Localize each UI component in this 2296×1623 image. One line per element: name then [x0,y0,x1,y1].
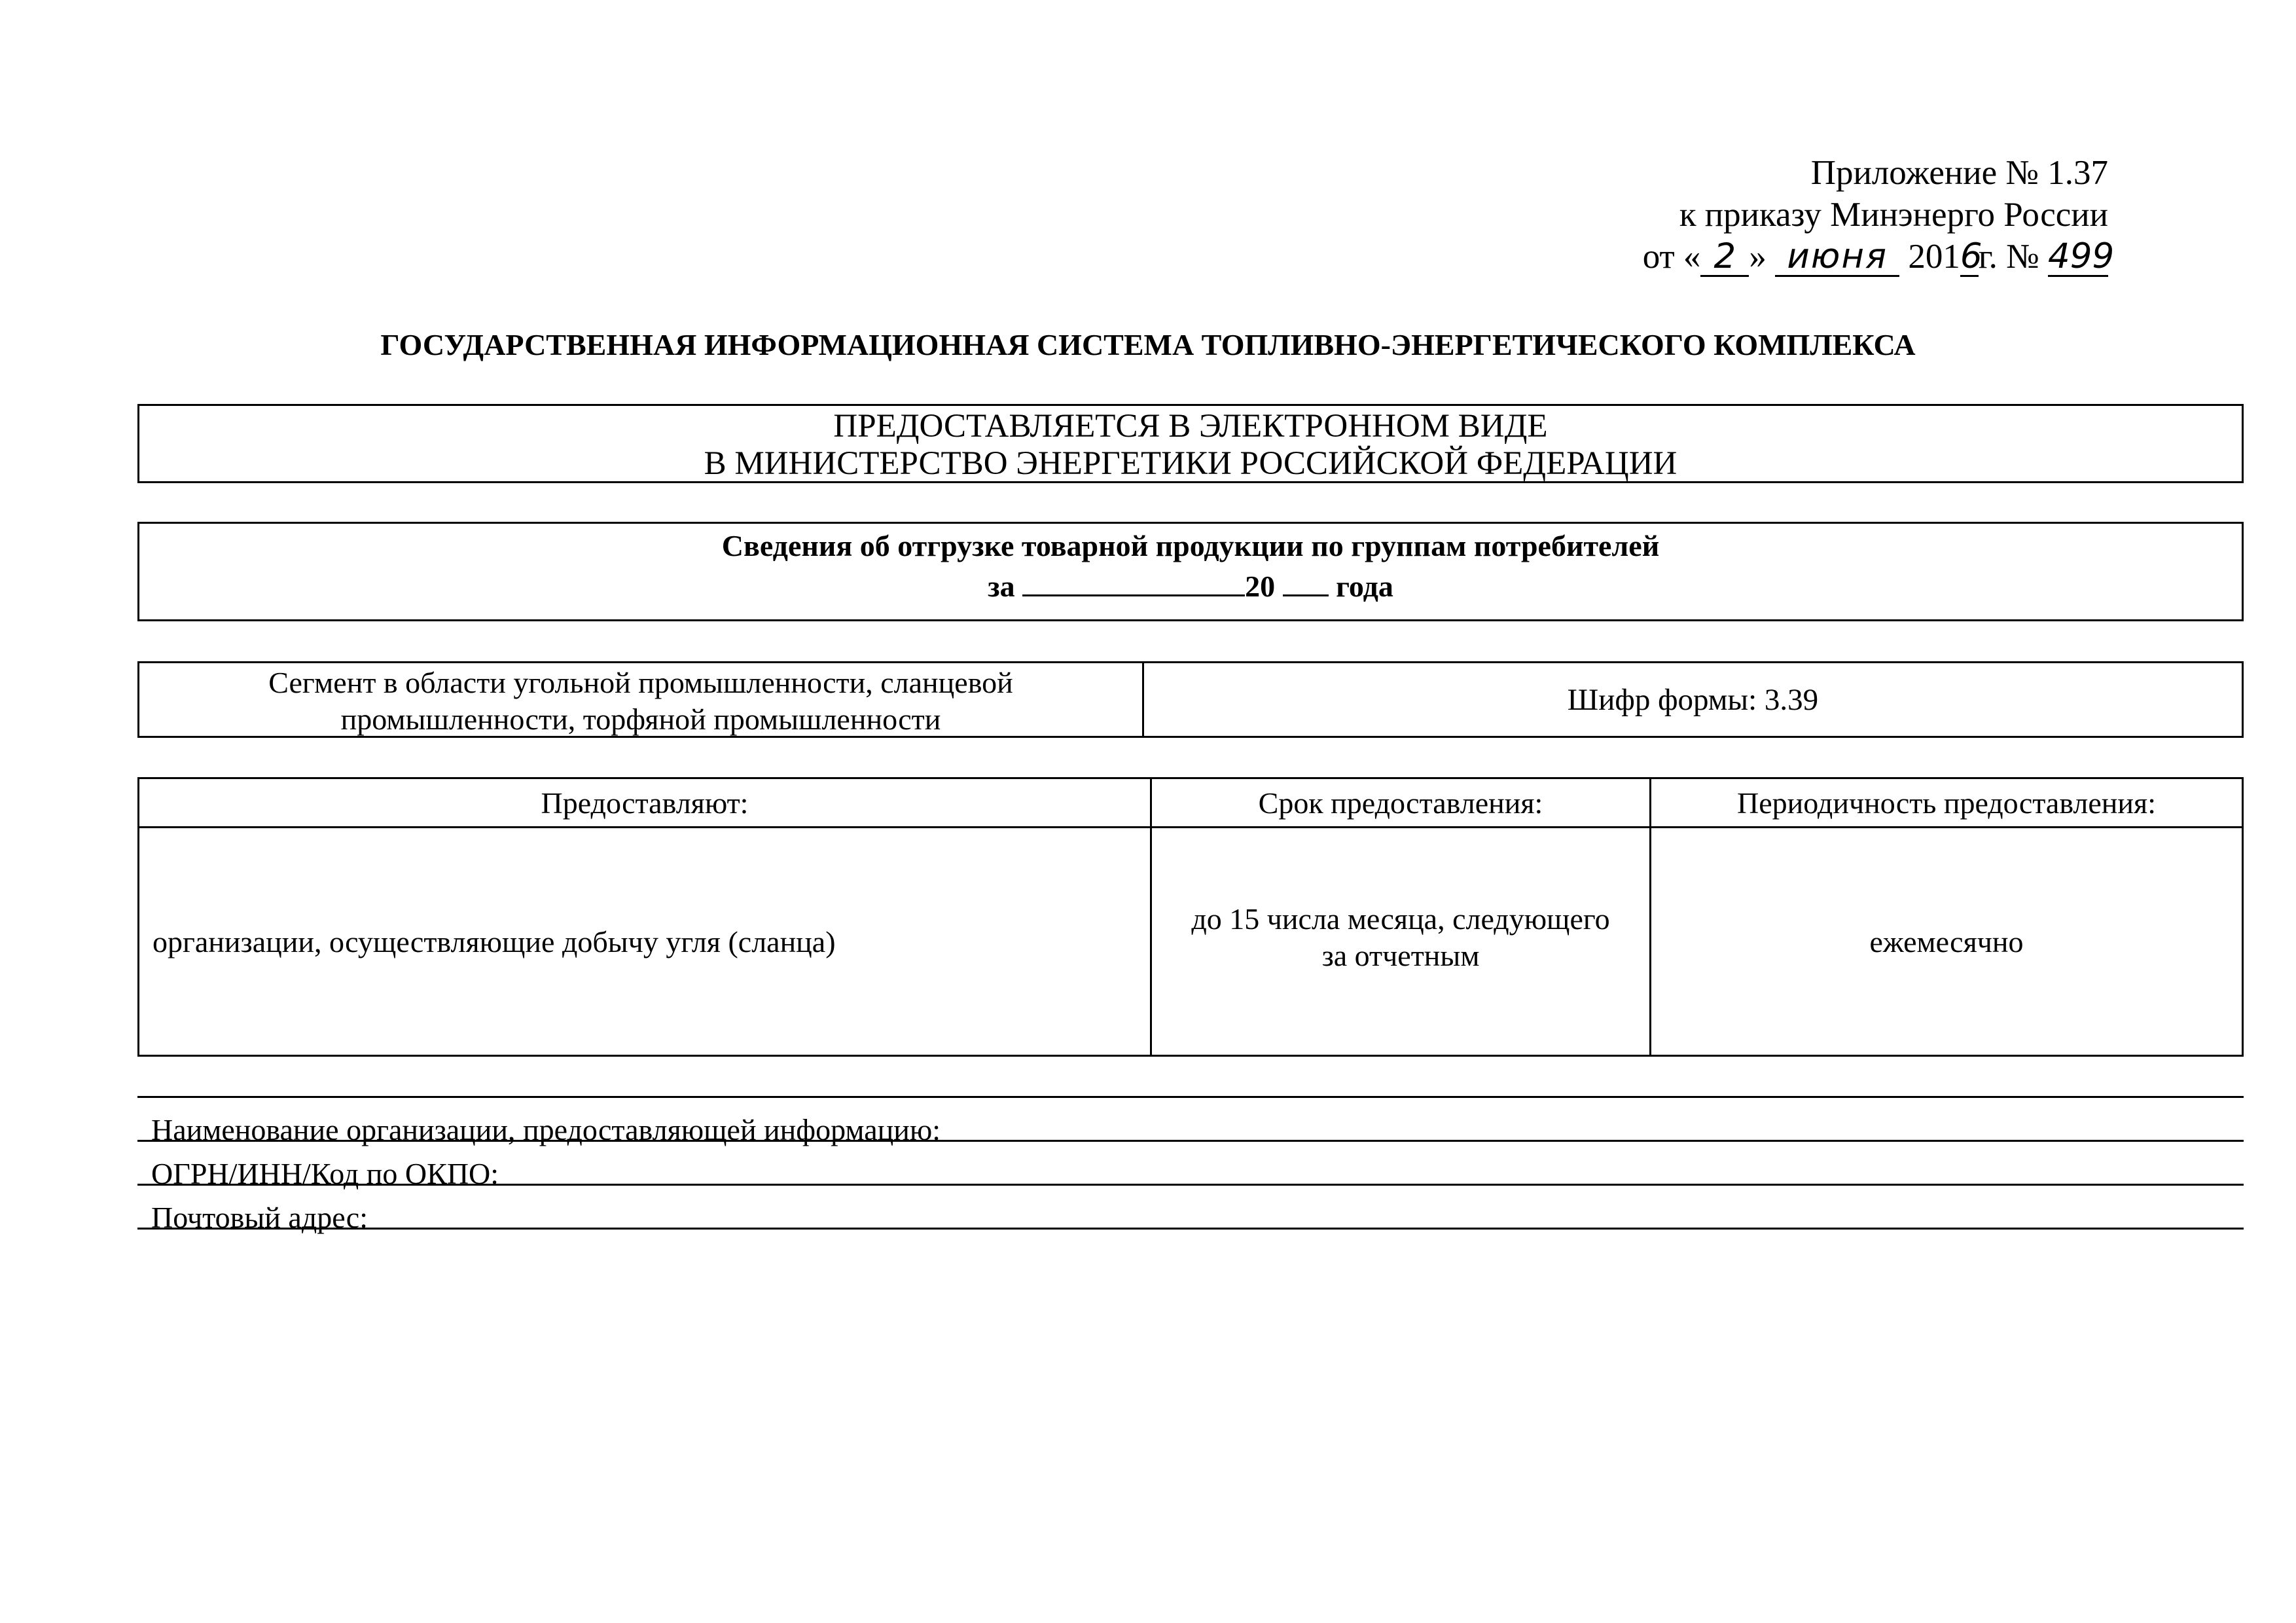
table-row [139,828,2243,1056]
segment-name [139,663,1144,736]
report-title-box [137,522,2244,621]
electronic-submission-line1: ПРЕДОСТАВЛЯЕТСЯ В ЭЛЕКТРОННОМ ВИДЕ [833,408,1548,445]
appendix-number: Приложение № 1.37 [1810,154,2108,192]
period-century: 20 [1245,570,1276,603]
segment-box [137,661,2244,738]
org-ids-label: ОГРН/ИНН/Код по ОКПО: [151,1157,499,1190]
appendix-header [1642,152,2115,278]
org-ids-field[interactable] [137,1140,2244,1190]
period-blank-field[interactable] [1022,567,1245,596]
appendix-order-date [1642,236,2115,278]
date-quote-close: » [1749,238,1767,276]
electronic-submission-box [137,404,2244,483]
handwritten-year-digit: 6 [1960,236,1982,276]
deadline-line2: за отчетным [1321,939,1480,972]
table-header-row [139,778,2243,828]
deadline-line1: до 15 числа месяца, следующего [1191,902,1610,936]
submission-info-table [137,777,2244,1057]
order-number-label: г. № [1978,238,2039,276]
period-suffix: года [1336,570,1393,603]
header-periodicity: Периодичность предоставления: [1651,778,2243,828]
handwritten-order-number: 499 [2048,236,2115,276]
segment-line2: промышленности, торфяной промышленности [340,702,941,736]
postal-address-label: Почтовый адрес: [151,1201,368,1234]
handwritten-month: июня [1775,238,1899,277]
year-prefix: 201 [1908,238,1960,276]
handwritten-day: 2 [1700,238,1749,277]
deadline-cell [1151,828,1651,1056]
report-period [139,566,2242,607]
appendix-order-ref: к приказу Минэнерго России [1679,196,2108,234]
year-blank-field[interactable] [1283,567,1329,596]
postal-address-field[interactable] [137,1184,2244,1234]
org-name-field[interactable] [137,1096,2244,1146]
header-submitters: Предоставляют: [139,778,1151,828]
period-prefix: за [988,570,1015,603]
header-deadline: Срок предоставления: [1151,778,1651,828]
org-name-label: Наименование организации, предоставляющей информацию: [151,1113,941,1146]
electronic-submission-line2: В МИНИСТЕРСТВО ЭНЕРГЕТИКИ РОССИЙСКОЙ ФЕДЕРАЦИИ [704,445,1677,482]
organization-fields [137,1096,2244,1234]
date-prefix: от « [1642,238,1701,276]
segment-line1: Сегмент в области угольной промышленности, сланцевой [268,666,1013,699]
periodicity-cell: ежемесячно [1651,828,2243,1056]
report-title: Сведения об отгрузке товарной продукции по группам потребителей [721,529,1660,562]
form-code [1144,663,2242,736]
submitters-cell: организации, осуществляющие добычу угля (сланца) [139,828,1151,1056]
system-title: ГОСУДАРСТВЕННАЯ ИНФОРМАЦИОННАЯ СИСТЕМА ТОПЛИВНО-ЭНЕРГЕТИЧЕСКОГО КОМПЛЕКСА [380,328,1916,361]
form-code-text: Шифр формы: 3.39 [1567,682,1819,717]
